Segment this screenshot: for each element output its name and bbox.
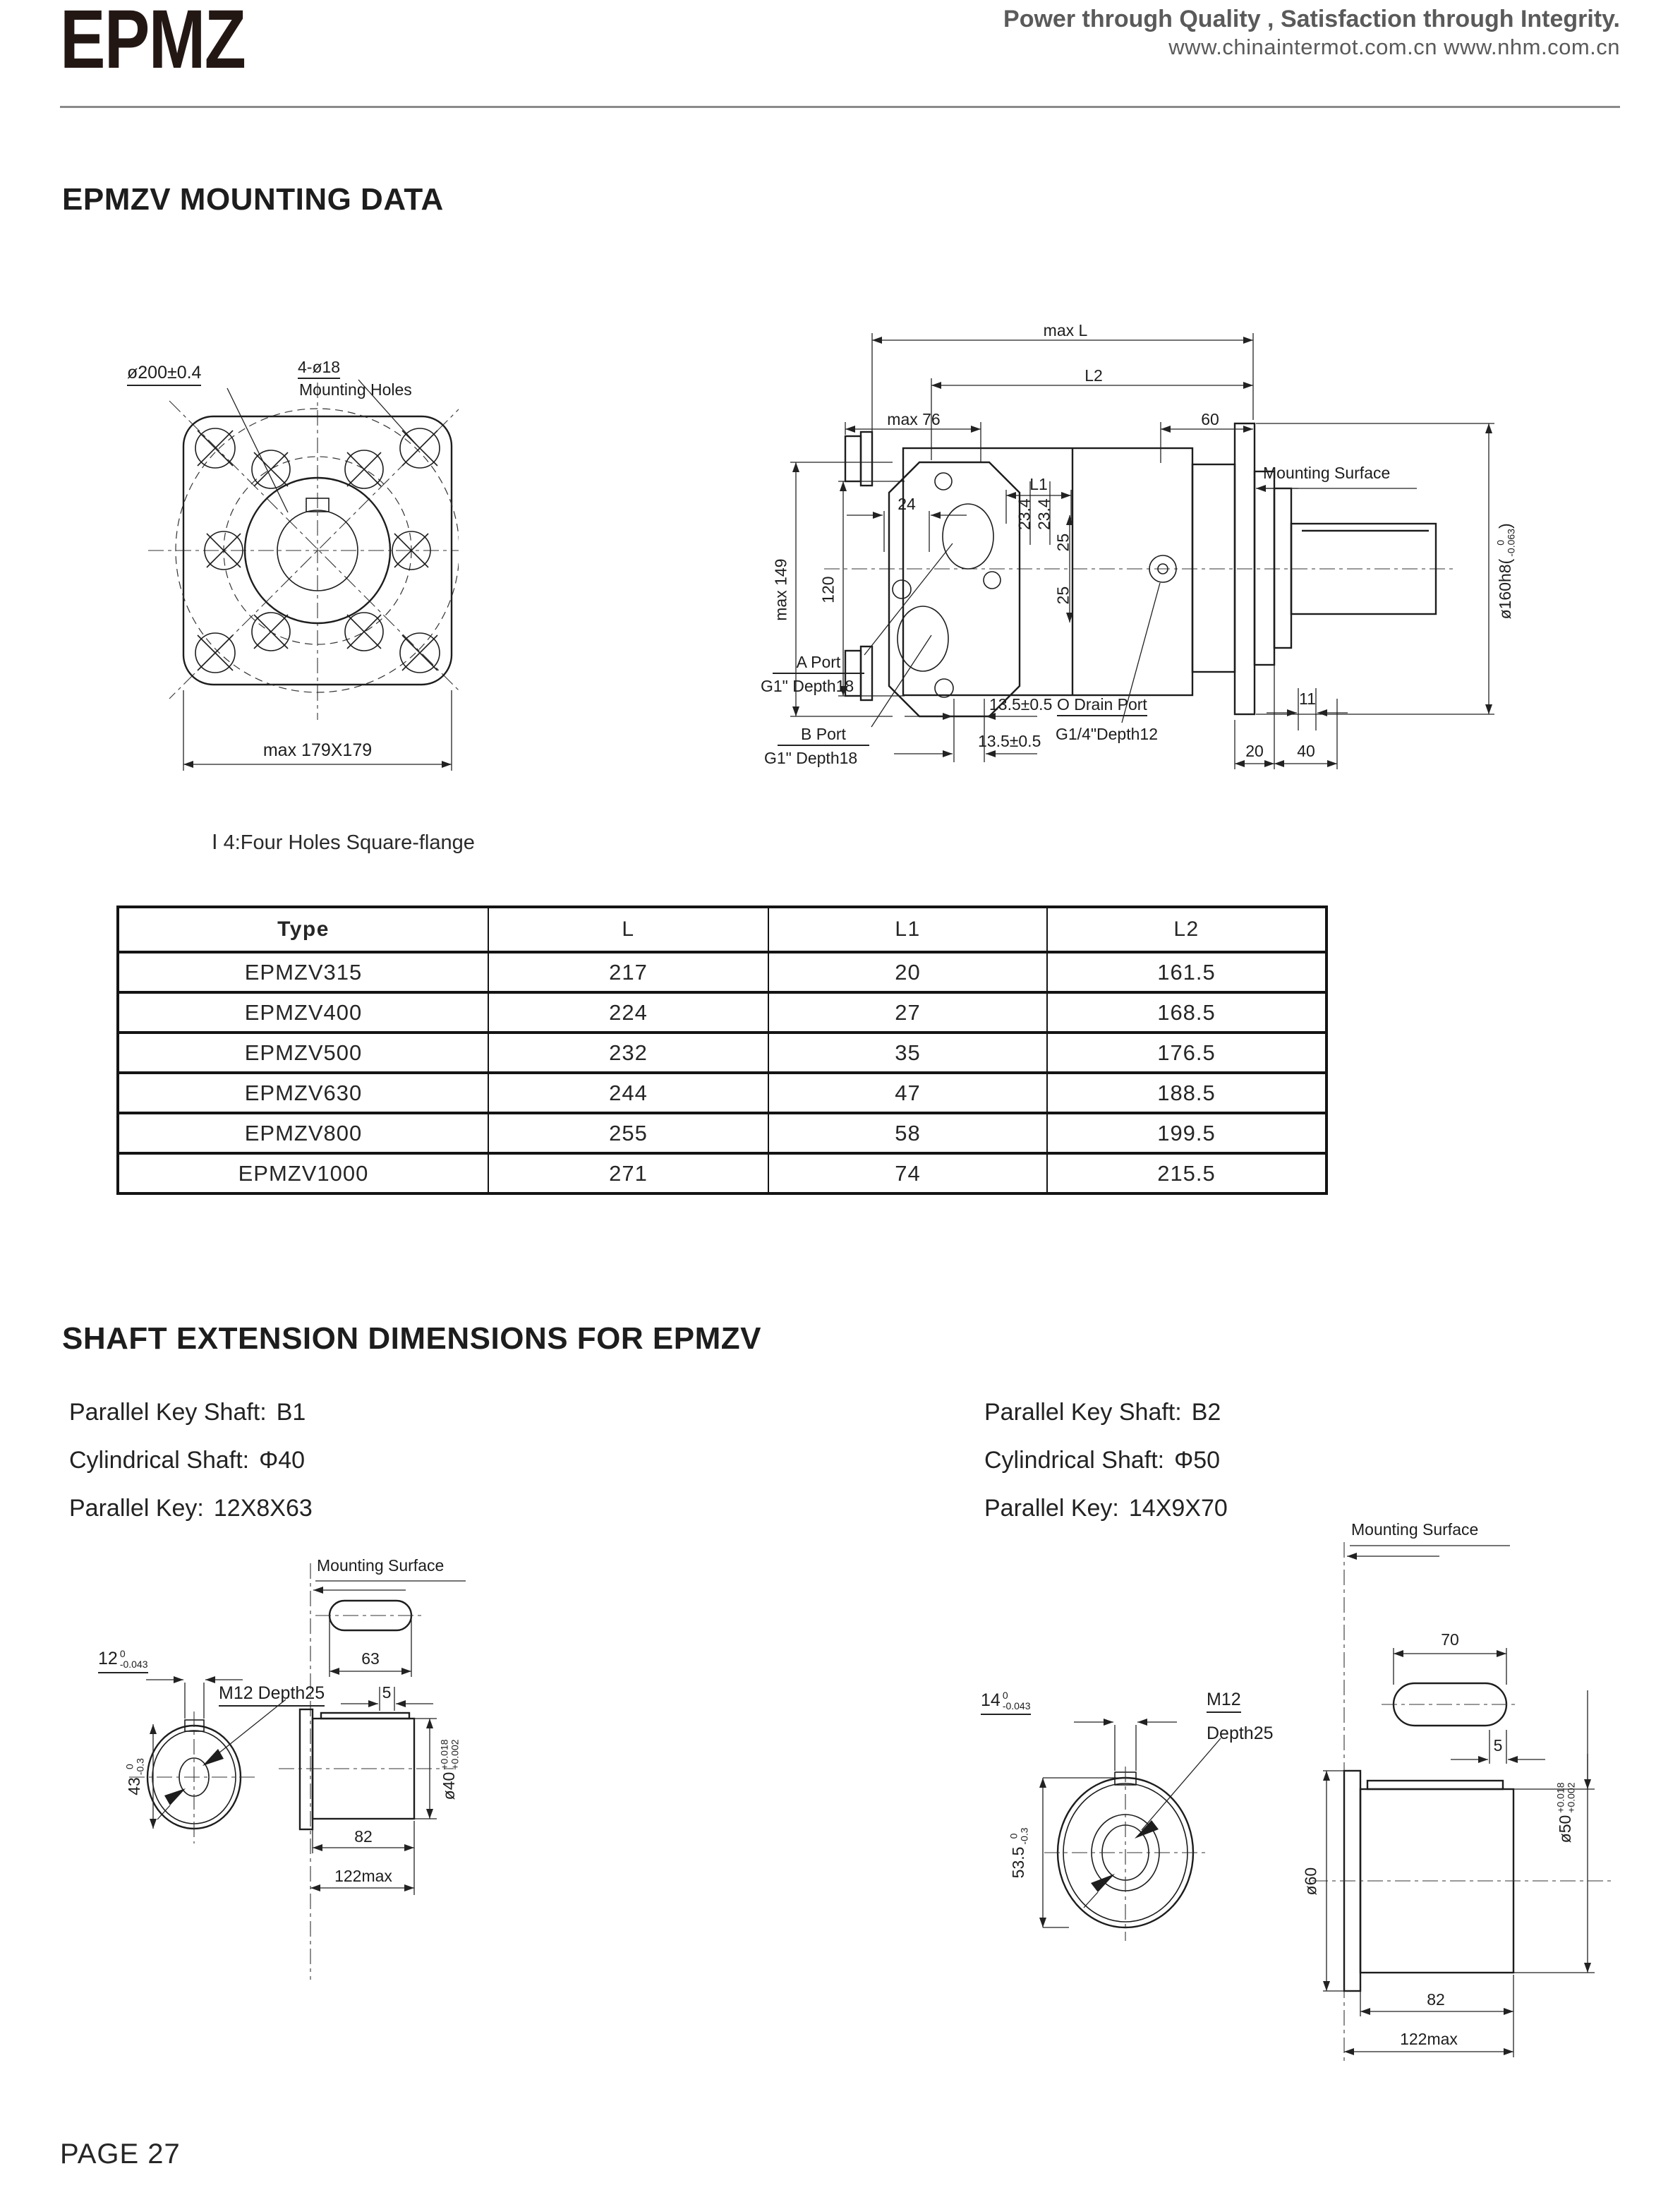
b1-dia40-tol-bot: +0.002: [449, 1739, 461, 1770]
col-header-type: Type: [118, 907, 488, 952]
dim-160-tol-top: 0: [1494, 540, 1506, 546]
shaft-title: SHAFT EXTENSION DIMENSIONS FOR EPMZV: [62, 1321, 761, 1356]
b1-ms-label: Mounting Surface: [317, 1556, 445, 1575]
a-port-leader: [864, 543, 953, 655]
b1-43-tol-top: 0: [123, 1764, 135, 1769]
b2-spec2-value: Φ50: [1174, 1447, 1221, 1474]
dim-135a-label: 13.5±0.5: [989, 695, 1053, 714]
b1-63-label: 63: [361, 1649, 380, 1668]
b2-dia50-main: ø50: [1556, 1815, 1575, 1843]
dim-40-label: 40: [1297, 742, 1315, 760]
b1-spec3-value: 12X8X63: [213, 1495, 313, 1522]
tagline-text: Power through Quality , Satisfaction through Integrity.: [1003, 6, 1620, 32]
dim-20-label: 20: [1245, 742, 1264, 760]
cell-l1: 35: [768, 1033, 1047, 1073]
b2-m12-label: M12: [1207, 1690, 1241, 1713]
square-dim-label: max 179X179: [262, 740, 373, 760]
b2-14-main: 14: [981, 1690, 1001, 1710]
b2-ms-label: Mounting Surface: [1351, 1520, 1479, 1539]
dim-max-l-label: max L: [1043, 321, 1088, 339]
table-row: [118, 952, 1327, 992]
cell-l: 271: [488, 1153, 768, 1193]
b2-spec2-label: Cylindrical Shaft:: [984, 1447, 1165, 1474]
b1-spec1-label: Parallel Key Shaft:: [69, 1399, 267, 1426]
b1-82-label: 82: [354, 1827, 373, 1846]
b2-535-label: [1009, 1807, 1031, 1899]
b-port-label-2: G1" Depth18: [764, 749, 858, 767]
cell-l1: 74: [768, 1153, 1047, 1193]
dim-120-label: 120: [818, 576, 838, 603]
b2-14-tol-bot: -0.043: [1002, 1700, 1031, 1712]
mounting-data-title: EPMZV MOUNTING DATA: [62, 182, 444, 217]
b-port-label-1: B Port: [778, 726, 869, 746]
b1-43-main: 43: [125, 1777, 144, 1795]
b2-spec-line-2: [984, 1447, 1220, 1474]
cell-l: 224: [488, 992, 768, 1033]
b1-dia40-tol-top: +0.018: [438, 1739, 450, 1770]
brand-logo: EPMZ: [60, 0, 246, 86]
b1-12-tol-top: 0: [119, 1648, 126, 1659]
mount-holes-label-2: Mounting Holes: [299, 380, 412, 399]
mounting-table-wrap: [116, 906, 1328, 1195]
dim-25a-label: 25: [1053, 533, 1072, 552]
b1-dia40-label: [440, 1723, 461, 1815]
b1-spec3-label: Parallel Key:: [69, 1495, 204, 1522]
cell-type: EPMZV1000: [118, 1153, 488, 1193]
header-tagline: [632, 4, 1620, 60]
header-urls: www.chinaintermot.com.cn www.nhm.com.cn: [1168, 34, 1620, 59]
cell-type: EPMZV800: [118, 1113, 488, 1153]
table-row: [118, 1113, 1327, 1153]
dim-23b-label: 23.4: [1034, 498, 1053, 531]
b1-spec-line-2: [69, 1447, 305, 1474]
cell-type: EPMZV315: [118, 952, 488, 992]
b2-dia60-label: ø60: [1301, 1867, 1320, 1896]
dim-60-label: 60: [1201, 410, 1219, 428]
b2-spec1-label: Parallel Key Shaft:: [984, 1399, 1182, 1426]
b2-dia50-tol-top: +0.018: [1554, 1782, 1566, 1813]
b1-spec2-label: Cylindrical Shaft:: [69, 1447, 250, 1474]
b1-end-view: [129, 1699, 286, 1843]
b2-70-label: 70: [1441, 1630, 1459, 1649]
dim-160-close: ): [1496, 523, 1515, 529]
b1-12-tol-bot: -0.043: [119, 1659, 148, 1671]
b1-12-main: 12: [98, 1649, 118, 1668]
drain-label-2: G1/4"Depth12: [1056, 725, 1158, 743]
b2-spec-line-1: [984, 1399, 1221, 1426]
b1-m12-label: M12 Depth25: [219, 1684, 325, 1707]
table-row: [118, 1153, 1327, 1193]
cell-l2: 215.5: [1047, 1153, 1327, 1193]
mounting-table: [116, 906, 1328, 1195]
dim-160-label: [1496, 486, 1518, 656]
cell-l: 232: [488, 1033, 768, 1073]
b2-spec3-label: Parallel Key:: [984, 1495, 1119, 1522]
mounting-surface-label: Mounting Surface: [1263, 464, 1391, 482]
cell-type: EPMZV400: [118, 992, 488, 1033]
cell-l2: 161.5: [1047, 952, 1327, 992]
b2-535-main: 53.5: [1009, 1846, 1028, 1879]
cell-type: EPMZV500: [118, 1033, 488, 1073]
dim-l2-label: L2: [1084, 366, 1103, 385]
cell-l2: 199.5: [1047, 1113, 1327, 1153]
cell-l: 244: [488, 1073, 768, 1113]
shaft-b2-drawing: [974, 1479, 1680, 2086]
b2-5-label: 5: [1493, 1736, 1503, 1755]
b1-side-view: [300, 1709, 414, 1829]
shaft-b1-drawing: [67, 1510, 815, 2026]
col-header-l1: L1: [768, 907, 1047, 952]
b2-end-view: [1044, 1738, 1221, 1941]
cell-type: EPMZV630: [118, 1073, 488, 1113]
side-view-drawing: [741, 303, 1679, 798]
b1-spec1-value: B1: [276, 1399, 306, 1426]
table-header-row: [118, 907, 1327, 952]
dim-135b-label: 13.5±0.5: [978, 732, 1041, 750]
cell-l1: 58: [768, 1113, 1047, 1153]
dim-11-label: 11: [1299, 690, 1316, 708]
drain-label-1: O Drain Port: [1057, 696, 1147, 716]
dim-max76-label: max 76: [887, 410, 941, 428]
flange-caption: Ⅰ 4:Four Holes Square-flange: [212, 831, 475, 854]
pilot-dia-label: ø200±0.4: [127, 363, 201, 386]
b1-43-label: [125, 1738, 147, 1815]
side-view-svg: [741, 303, 1679, 798]
b2-spec3-value: 14X9X70: [1128, 1495, 1228, 1522]
dim-24-label: 24: [898, 495, 916, 513]
b1-spec2-value: Φ40: [259, 1447, 306, 1474]
b2-spec1-value: B2: [1191, 1399, 1221, 1426]
b-port-leader: [871, 635, 931, 727]
cell-l2: 168.5: [1047, 992, 1327, 1033]
b2-535-tol-top: 0: [1008, 1833, 1020, 1839]
dim-l1-label: L1: [1029, 475, 1048, 493]
b1-5-label: 5: [382, 1683, 392, 1702]
b1-12-label: [98, 1649, 148, 1673]
dim-25b-label: 25: [1053, 586, 1072, 605]
b2-122-label: 122max: [1400, 2030, 1458, 2048]
cell-l2: 176.5: [1047, 1033, 1327, 1073]
dim-160-tol-bot: -0.063: [1506, 529, 1517, 557]
b1-43-tol-bot: -0.3: [135, 1758, 146, 1776]
cell-l: 255: [488, 1113, 768, 1153]
table-row: [118, 992, 1327, 1033]
cell-l1: 27: [768, 992, 1047, 1033]
mount-holes-label-1: 4-ø18: [298, 359, 340, 379]
b2-dia50-label: [1556, 1767, 1578, 1858]
header-divider: [60, 106, 1620, 108]
dim-160-main: ø160h8(: [1496, 558, 1515, 620]
b2-14-label: [981, 1690, 1031, 1715]
front-view-drawing: [64, 303, 459, 840]
dim-149-label: max 149: [771, 558, 790, 621]
b1-spec-line-1: [69, 1399, 306, 1426]
table-row: [118, 1073, 1327, 1113]
table-row: [118, 1033, 1327, 1073]
cell-l1: 20: [768, 952, 1047, 992]
pilot-dia-leader: [227, 388, 288, 512]
b2-82-label: 82: [1427, 1990, 1445, 2009]
dim-23a-label: 23.4: [1015, 498, 1034, 531]
cell-l: 217: [488, 952, 768, 992]
b1-122-label: 122max: [334, 1867, 392, 1885]
a-port-label-2: G1" Depth18: [761, 677, 854, 695]
b2-dia50-tol-bot: +0.002: [1566, 1782, 1577, 1813]
col-header-l: L: [488, 907, 768, 952]
col-header-l2: L2: [1047, 907, 1327, 952]
b2-depth-label: Depth25: [1207, 1723, 1274, 1743]
page-number: PAGE 27: [60, 2138, 181, 2170]
a-port-label-1: A Port: [773, 654, 864, 674]
cell-l2: 188.5: [1047, 1073, 1327, 1113]
b1-dia40-main: ø40: [440, 1771, 459, 1800]
cell-l1: 47: [768, 1073, 1047, 1113]
b2-14-tol-top: 0: [1002, 1690, 1008, 1701]
b2-535-tol-bot: -0.3: [1019, 1827, 1030, 1845]
